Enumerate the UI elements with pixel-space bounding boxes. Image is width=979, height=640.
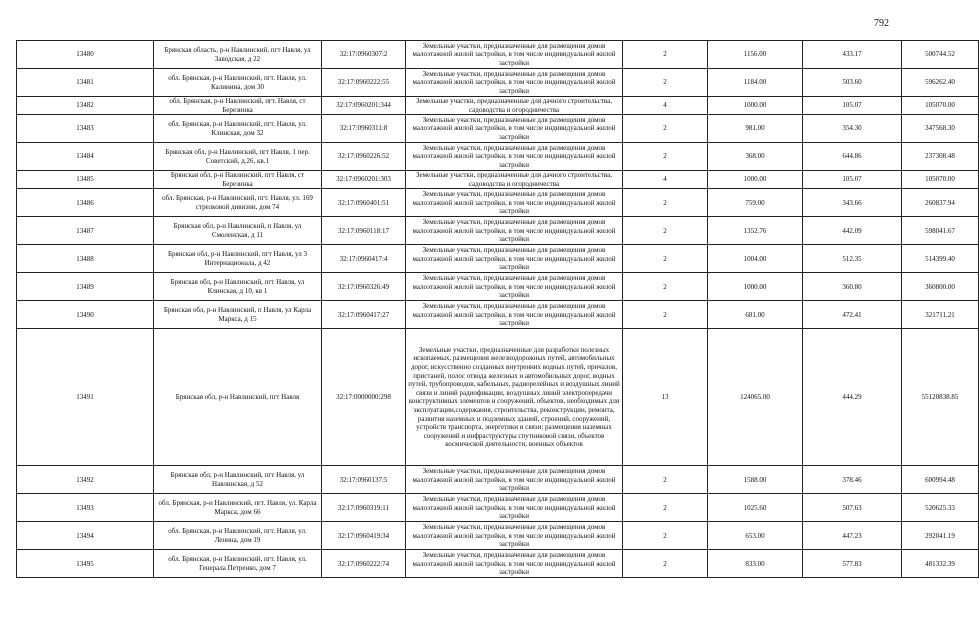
- registry-table: [16, 40, 979, 578]
- page-number: 792: [874, 18, 889, 29]
- cell-address: Брянская обл, р-н Навлинский, пгт Навля: [154, 329, 322, 466]
- cell-specific-value: 507.63: [803, 494, 902, 522]
- cell-address: обл. Брянская, р-н Навлинский, пгт. Навля, ул. Ленина, дом 19: [154, 522, 322, 550]
- table-row: [17, 550, 979, 578]
- table-row: [17, 171, 979, 189]
- cell-cadastral-value: 260837.94: [902, 189, 979, 217]
- cell-land-use: Земельные участки, предназначенные для размещения домов малоэтажной жилой застройки, в том числе индивидуальной жилой застройки: [406, 550, 623, 578]
- cell-land-use: Земельные участки, предназначенные для размещения домов малоэтажной жилой застройки, в том числе индивидуальной жилой застройки: [406, 189, 623, 217]
- cell-address: Брянская обл, р-н Навлинский, пгт Навля, ул 3 Интернационала, д 42: [154, 245, 322, 273]
- cell-cadastral-number: 32:17:0960222:55: [322, 69, 406, 97]
- table-row: [17, 41, 979, 69]
- cell-cadastral-value: 500744.52: [902, 41, 979, 69]
- table-row: [17, 522, 979, 550]
- cell-land-use: Земельные участки, предназначенные для дачного строительства, садоводства и огородничества: [406, 97, 623, 115]
- table-row: [17, 466, 979, 494]
- cell-address: обл. Брянская, р-н Навлинский, пгт. Навля, ул. Генерала Петренко, дом 7: [154, 550, 322, 578]
- cell-area: 681.00: [708, 301, 803, 329]
- table-row: [17, 245, 979, 273]
- cell-cadastral-number: 32:17:0960417:4: [322, 245, 406, 273]
- cell-group: 2: [623, 115, 708, 143]
- cell-land-use: Земельные участки, предназначенные для размещения домов малоэтажной жилой застройки, в том числе индивидуальной жилой застройки: [406, 301, 623, 329]
- cell-specific-value: 354.30: [803, 115, 902, 143]
- table-row: [17, 301, 979, 329]
- cell-land-use: Земельные участки, предназначенные для размещения домов малоэтажной жилой застройки, в том числе индивидуальной жилой застройки: [406, 466, 623, 494]
- cell-address: Брянская обл, р-н Навлинский, пгт Навля, ул Клинская, д 10, кв 1: [154, 273, 322, 301]
- cell-address: Брянская обл, р-н Навлинский, п Навля, ул Карла Маркса, д 15: [154, 301, 322, 329]
- cell-cadastral-number: 32:17:0960311:8: [322, 115, 406, 143]
- cell-land-use: Земельные участки, предназначенные для размещения домов малоэтажной жилой застройки, в том числе индивидуальной жилой застройки: [406, 522, 623, 550]
- table-row: [17, 217, 979, 245]
- cell-record-number: 13491: [17, 329, 154, 466]
- cell-specific-value: 433.17: [803, 41, 902, 69]
- cell-area: 981.00: [708, 115, 803, 143]
- cell-address: обл. Брянская, р-н Навлинский, пгт. Навля, ул. Калинина, дом 30: [154, 69, 322, 97]
- cell-area: 1588.00: [708, 466, 803, 494]
- cell-cadastral-value: 237308.48: [902, 143, 979, 171]
- cell-land-use: Земельные участки, предназначенные для дачного строительства, садоводства и огородничества: [406, 171, 623, 189]
- registry-body: [17, 41, 979, 578]
- cell-record-number: 13488: [17, 245, 154, 273]
- cell-area: 653.00: [708, 522, 803, 550]
- table-row: [17, 273, 979, 301]
- cell-group: 2: [623, 301, 708, 329]
- cell-cadastral-number: 32:17:0960326:49: [322, 273, 406, 301]
- table-row: [17, 69, 979, 97]
- cell-land-use: Земельные участки, предназначенные для разработки полезных ископаемых, размещения железнодорожных путей, автомобильных дорог, искусственно созданных внутренних водных путей, причалов, пристаней, полос отвода железных и автомобильных дорог, водных путей, трубопроводов, кабельных, радиорелейных и воздушных линий связи и линий радиофикации, воздушных линий электропередачи конструктивных элементов и сооружений, объектов, необходимых для эксплуатации,содержания, строительства, реконструкции, ремонта, развития наземных и подземных зданий, строений, сооружений, устройств транспорта, энергетики и связи; размещения наземных сооружений и инфраструктуры спутниковой связи, объектов космической деятельности, военных объектов: [406, 329, 623, 466]
- cell-area: 1000.00: [708, 171, 803, 189]
- cell-specific-value: 442.09: [803, 217, 902, 245]
- cell-cadastral-number: 32:17:0960201:303: [322, 171, 406, 189]
- cell-cadastral-value: 347568.30: [902, 115, 979, 143]
- cell-area: 1000.00: [708, 97, 803, 115]
- cell-group: 2: [623, 522, 708, 550]
- cell-group: 4: [623, 171, 708, 189]
- cell-land-use: Земельные участки, предназначенные для размещения домов малоэтажной жилой застройки, в том числе индивидуальной жилой застройки: [406, 69, 623, 97]
- cell-area: 833.00: [708, 550, 803, 578]
- cell-address: обл. Брянская, р-н Навлинский, пгт. Навля, ул. Карла Маркса, дом 66: [154, 494, 322, 522]
- cell-record-number: 13483: [17, 115, 154, 143]
- cell-address: Брянская область, р-н Навлинский, пгт Навля, ул Заводская, д 22: [154, 41, 322, 69]
- cell-address: Брянская обл, р-н Навлинский, пгт Навля, ст Березинка: [154, 171, 322, 189]
- cell-cadastral-number: 32:17:0960319:11: [322, 494, 406, 522]
- cell-cadastral-number: 32:17:0000000:298: [322, 329, 406, 466]
- cell-land-use: Земельные участки, предназначенные для размещения домов малоэтажной жилой застройки, в том числе индивидуальной жилой застройки: [406, 41, 623, 69]
- cell-specific-value: 472.41: [803, 301, 902, 329]
- cell-cadastral-value: 105070.00: [902, 171, 979, 189]
- cell-cadastral-value: 292041.19: [902, 522, 979, 550]
- cell-land-use: Земельные участки, предназначенные для размещения домов малоэтажной жилой застройки, в том числе индивидуальной жилой застройки: [406, 143, 623, 171]
- cell-group: 2: [623, 217, 708, 245]
- cell-address: Брянская обл, р-н Навлинский, п Навля, ул Смоленская, д 11: [154, 217, 322, 245]
- cell-cadastral-number: 32:17:0960419:34: [322, 522, 406, 550]
- cell-cadastral-value: 321711.21: [902, 301, 979, 329]
- cell-land-use: Земельные участки, предназначенные для размещения домов малоэтажной жилой застройки, в том числе индивидуальной жилой застройки: [406, 115, 623, 143]
- cell-specific-value: 105.07: [803, 171, 902, 189]
- cell-cadastral-value: 105070.00: [902, 97, 979, 115]
- cell-area: 124065.00: [708, 329, 803, 466]
- cell-area: 1156.00: [708, 41, 803, 69]
- cell-address: обл. Брянская, р-н Навлинский, пгт. Навля, ул. 169 стрелковой дивизии, дом 74: [154, 189, 322, 217]
- cell-land-use: Земельные участки, предназначенные для размещения домов малоэтажной жилой застройки, в том числе индивидуальной жилой застройки: [406, 217, 623, 245]
- cell-area: 1000.00: [708, 273, 803, 301]
- cell-record-number: 13484: [17, 143, 154, 171]
- cell-cadastral-value: 55120838.85: [902, 329, 979, 466]
- cell-area: 1184.00: [708, 69, 803, 97]
- cell-area: 759.00: [708, 189, 803, 217]
- cell-group: 13: [623, 329, 708, 466]
- cell-cadastral-number: 32:17:0960118:17: [322, 217, 406, 245]
- cell-area: 368.00: [708, 143, 803, 171]
- cell-land-use: Земельные участки, предназначенные для размещения домов малоэтажной жилой застройки, в том числе индивидуальной жилой застройки: [406, 273, 623, 301]
- cell-specific-value: 444.29: [803, 329, 902, 466]
- cell-record-number: 13481: [17, 69, 154, 97]
- cell-specific-value: 577.83: [803, 550, 902, 578]
- cell-record-number: 13487: [17, 217, 154, 245]
- cell-record-number: 13486: [17, 189, 154, 217]
- cell-cadastral-number: 32:17:0960401:51: [322, 189, 406, 217]
- cell-record-number: 13490: [17, 301, 154, 329]
- cell-cadastral-number: 32:17:0960417:27: [322, 301, 406, 329]
- cell-address: обл. Брянская, р-н Навлинский, пгт. Навля, ст Березинка: [154, 97, 322, 115]
- table-row: [17, 143, 979, 171]
- cell-cadastral-value: 360800.00: [902, 273, 979, 301]
- cell-record-number: 13482: [17, 97, 154, 115]
- cell-address: Брянская обл, р-н Навлинский, пгт Навля, ул Навлинская, д 52: [154, 466, 322, 494]
- cell-land-use: Земельные участки, предназначенные для размещения домов малоэтажной жилой застройки, в том числе индивидуальной жилой застройки: [406, 245, 623, 273]
- cell-address: Брянская обл, р-н Навлинский, пгт Навля, 1 пер. Советский, д.26, кв.1: [154, 143, 322, 171]
- cell-cadastral-number: 32:17:0960226:52: [322, 143, 406, 171]
- cell-record-number: 13494: [17, 522, 154, 550]
- cell-specific-value: 105.07: [803, 97, 902, 115]
- cell-record-number: 13493: [17, 494, 154, 522]
- cell-cadastral-value: 514399.40: [902, 245, 979, 273]
- cell-group: 2: [623, 494, 708, 522]
- cell-group: 2: [623, 143, 708, 171]
- table-row: [17, 115, 979, 143]
- cell-area: 1025.60: [708, 494, 803, 522]
- cell-group: 2: [623, 466, 708, 494]
- table-row: [17, 329, 979, 466]
- cell-group: 2: [623, 41, 708, 69]
- table-row: [17, 97, 979, 115]
- table-row: [17, 189, 979, 217]
- table-row: [17, 494, 979, 522]
- cell-cadastral-value: 598041.67: [902, 217, 979, 245]
- cell-cadastral-value: 520625.33: [902, 494, 979, 522]
- cell-group: 2: [623, 245, 708, 273]
- cell-address: обл. Брянская, р-н Навлинский, пгт. Навля, ул. Клинская, дом 32: [154, 115, 322, 143]
- cell-specific-value: 503.60: [803, 69, 902, 97]
- cell-land-use: Земельные участки, предназначенные для размещения домов малоэтажной жилой застройки, в том числе индивидуальной жилой застройки: [406, 494, 623, 522]
- cell-record-number: 13489: [17, 273, 154, 301]
- cell-record-number: 13480: [17, 41, 154, 69]
- cell-record-number: 13485: [17, 171, 154, 189]
- cell-group: 4: [623, 97, 708, 115]
- cell-specific-value: 512.35: [803, 245, 902, 273]
- cell-group: 2: [623, 189, 708, 217]
- cell-specific-value: 644.86: [803, 143, 902, 171]
- cell-cadastral-value: 600994.48: [902, 466, 979, 494]
- cell-specific-value: 360.80: [803, 273, 902, 301]
- cell-specific-value: 378.46: [803, 466, 902, 494]
- cell-group: 2: [623, 69, 708, 97]
- cell-cadastral-number: 32:17:0960307:2: [322, 41, 406, 69]
- cell-cadastral-value: 481332.39: [902, 550, 979, 578]
- cell-specific-value: 447.23: [803, 522, 902, 550]
- cell-record-number: 13495: [17, 550, 154, 578]
- cell-cadastral-number: 32:17:0960201:344: [322, 97, 406, 115]
- cell-specific-value: 343.66: [803, 189, 902, 217]
- cell-cadastral-number: 32:17:0960137:5: [322, 466, 406, 494]
- cell-area: 1004.00: [708, 245, 803, 273]
- cell-area: 1352.76: [708, 217, 803, 245]
- cell-group: 2: [623, 550, 708, 578]
- cell-cadastral-value: 596262.40: [902, 69, 979, 97]
- cell-group: 2: [623, 273, 708, 301]
- cell-cadastral-number: 32:17:0960222:74: [322, 550, 406, 578]
- cell-record-number: 13492: [17, 466, 154, 494]
